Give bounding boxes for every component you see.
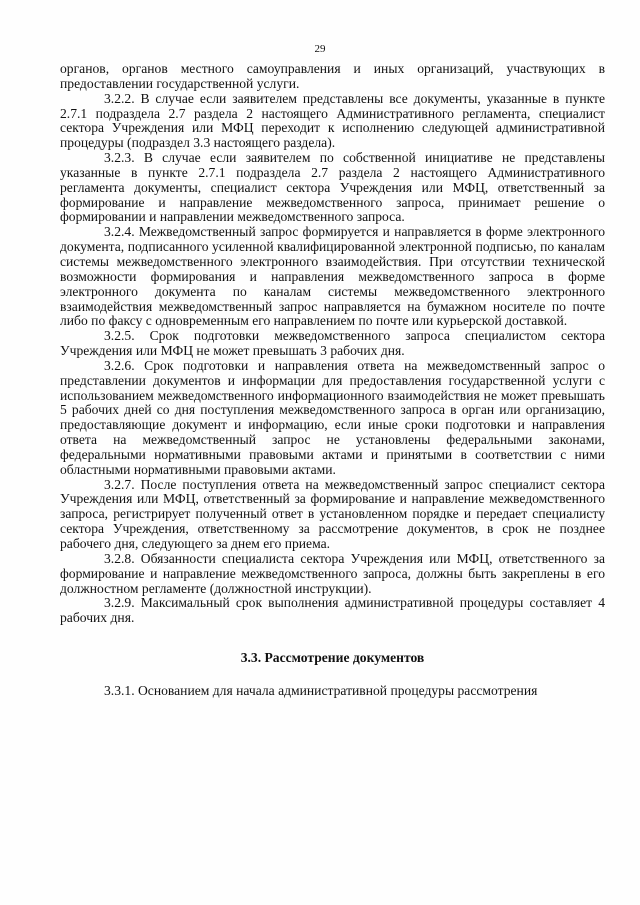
paragraph-3-3-1: 3.3.1. Основанием для начала административной процедуры рассмотрения	[104, 682, 538, 698]
paragraph-3-2-8: 3.2.8. Обязанности специалиста сектора Учреждения или МФЦ, ответственного за формирование и направление межведомственного запроса, должны быть закреплены в его должностном регламенте (должностной инструкции).	[60, 550, 605, 596]
paragraph-3-2-6: 3.2.6. Срок подготовки и направления ответа на межведомственный запрос о представлении документов и информации для предоставления государственной услуги с использованием межведомственного информационного взаимодействия не может превышать 5 рабочих дней со дня поступления межведомственного запроса в орган или организацию, предоставляющие документ и информацию, если иные сроки подготовки и направления ответа на межведомственный запрос не установлены федеральными законами, федеральными нормативными правовыми актами и принятыми в соответствии с ними областными нормативными правовыми актами.	[60, 357, 605, 477]
paragraph-3-2-3: 3.2.3. В случае если заявителем по собственной инициативе не представлены указанные в пункте 2.7.1 подраздела 2.7 раздела 2 настоящего Административного регламента документы, специалист сектора Учреждения или МФЦ, ответственный за формирование и направление межведомственного запроса, принимает решение о формировании и направлении межведомственного запроса.	[60, 150, 605, 225]
paragraph-continuation: органов, органов местного самоуправления и иных организаций, участвующих в предоставлении государственной услуги.	[60, 61, 605, 91]
section-heading: 3.3. Рассмотрение документов	[240, 650, 425, 666]
paragraph-3-2-2: 3.2.2. В случае если заявителем представлены все документы, указанные в пункте 2.7.1 подраздела 2.7 раздела 2 настоящего Административного регламента, специалист сектора Учреждения или МФЦ переходит к исполнению следующей административной процедуры (подраздел 3.3 настоящего раздела).	[60, 90, 605, 151]
paragraph-3-2-9: 3.2.9. Максимальный срок выполнения административной процедуры составляет 4 рабочих дня.	[60, 595, 605, 626]
page-number: 29	[314, 43, 326, 55]
document-body	[60, 62, 605, 699]
paragraph-3-2-7: 3.2.7. После поступления ответа на межведомственный запрос специалист сектора Учреждения или МФЦ, ответственный за формирование и направление межведомственного запроса, регистрирует полученный ответ в установленном порядке и передает специалисту сектора Учреждения, ответственному за рассмотрение документов, в срок не позднее рабочего дня, следующего за днем его приема.	[60, 476, 605, 551]
paragraph-3-2-4: 3.2.4. Межведомственный запрос формируется и направляется в форме электронного документа, подписанного усиленной квалифицированной электронной подписью, по каналам системы межведомственного электронного взаимодействия. При отсутствии технической возможности формирования и направления межведомственного запроса в форме электронного документа по каналам системы межведомственного электронного взаимодействия межведомственный запрос направляется на бумажном носителе по почте либо по факсу с одновременным его направлением по почте или курьерской доставкой.	[60, 224, 605, 329]
paragraph-3-2-5: 3.2.5. Срок подготовки межведомственного запроса специалистом сектора Учреждения или МФЦ не может превышать 3 рабочих дня.	[60, 328, 605, 359]
